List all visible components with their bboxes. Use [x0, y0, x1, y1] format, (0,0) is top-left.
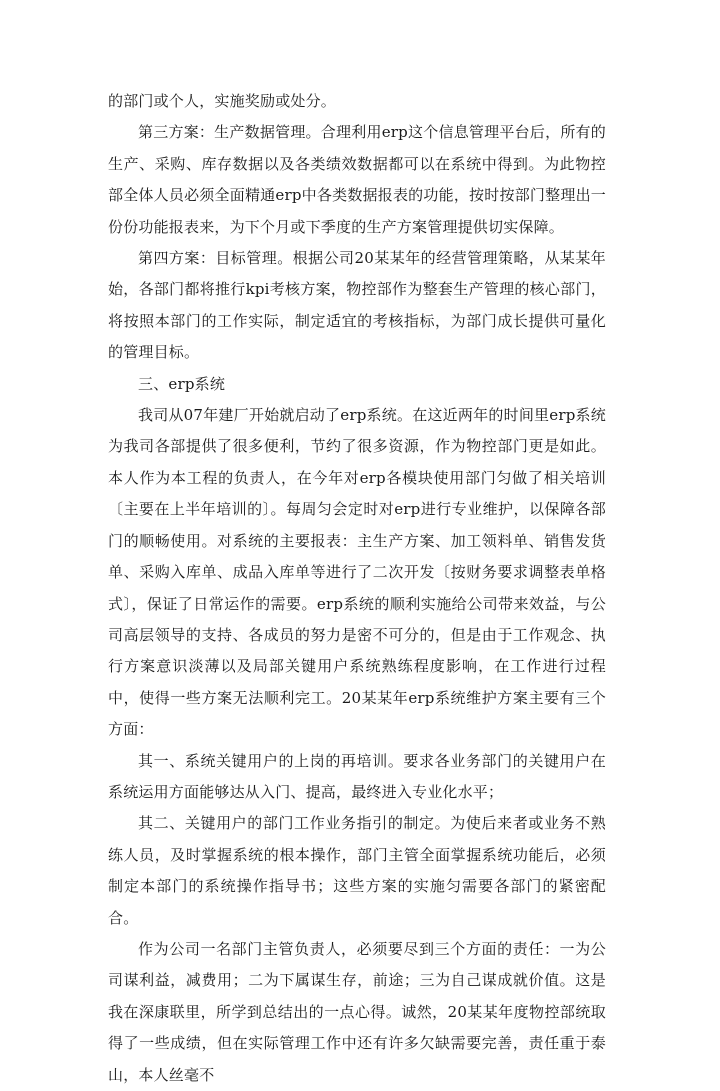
paragraph-continuation: 的部门或个人，实施奖励或处分。: [108, 92, 337, 110]
paragraph-plan-four: 第四方案：目标管理。根据公司20某某年的经营管理策略，从某某年始，各部门都将推行kpi考核方案，物控部作为整套生产管理的核心部门，将按照本部门的工作实际，制定适宜的考核指标，为部门成长提供可量化的管理目标。: [108, 249, 606, 362]
paragraph-erp-overview: 我司从07年建厂开始就启动了erp系统。在这近两年的时间里erp系统为我司各部提供了很多便利，节约了很多资源，作为物控部门更是如此。本人作为本工程的负责人，在今年对erp各模块使用部门匀做了相关培训〔主要在上半年培训的〕。每周匀会定时对erp进行专业维护，以保障各部门的顺畅使用。对系统的主要报表：主生产方案、加工领料单、销售发货单、采购入库单、成品入库单等进行了二次开发〔按财务要求调整表单格式〕，保证了日常运作的需要。erp系统的顺利实施给公司带来效益，与公司高层领导的支持、各成员的努力是密不可分的，但是由于工作观念、执行方案意识淡薄以及局部关键用户系统熟练程度影响，在工作进行过程中，使得一些方案无法顺利完工。20某某年erp系统维护方案主要有三个方面：: [108, 406, 606, 739]
section-heading-erp: 三、erp系统: [138, 374, 226, 393]
paragraph-plan-three: 第三方案：生产数据管理。合理利用erp这个信息管理平台后，所有的生产、采购、库存数据以及各类绩效数据都可以在系统中得到。为此物控部全体人员必须全面精通erp中各类数据报表的功能，按时按部门整理出一份份功能报表来，为下个月或下季度的生产方案管理提供切实保障。: [108, 123, 606, 236]
paragraph-responsibility: 作为公司一名部门主管负责人，必须要尽到三个方面的责任：一为公司谋利益，减费用；二为下属谋生存，前途；三为自己谋成就价值。这是我在深康联里，所学到总结出的一点心得。诚然，20某某年度物控部统取得了一些成绩，但在实际管理工作中还有许多欠缺需要完善，责任重于泰山，本人丝毫不: [108, 939, 606, 1084]
document-body: [108, 86, 606, 1091]
paragraph-item-two: 其二、关键用户的部门工作业务指引的制定。为使后来者或业务不熟练人员，及时掌握系统的根本操作，部门主管全面掌握系统功能后，必须制定本部门的系统操作指导书；这些方案的实施匀需要各部门的紧密配合。: [108, 814, 606, 927]
paragraph-item-one: 其一、系统关键用户的上岗的再培训。要求各业务部门的关键用户在系统运用方面能够达从入门、提高，最终进入专业化水平；: [108, 751, 606, 801]
